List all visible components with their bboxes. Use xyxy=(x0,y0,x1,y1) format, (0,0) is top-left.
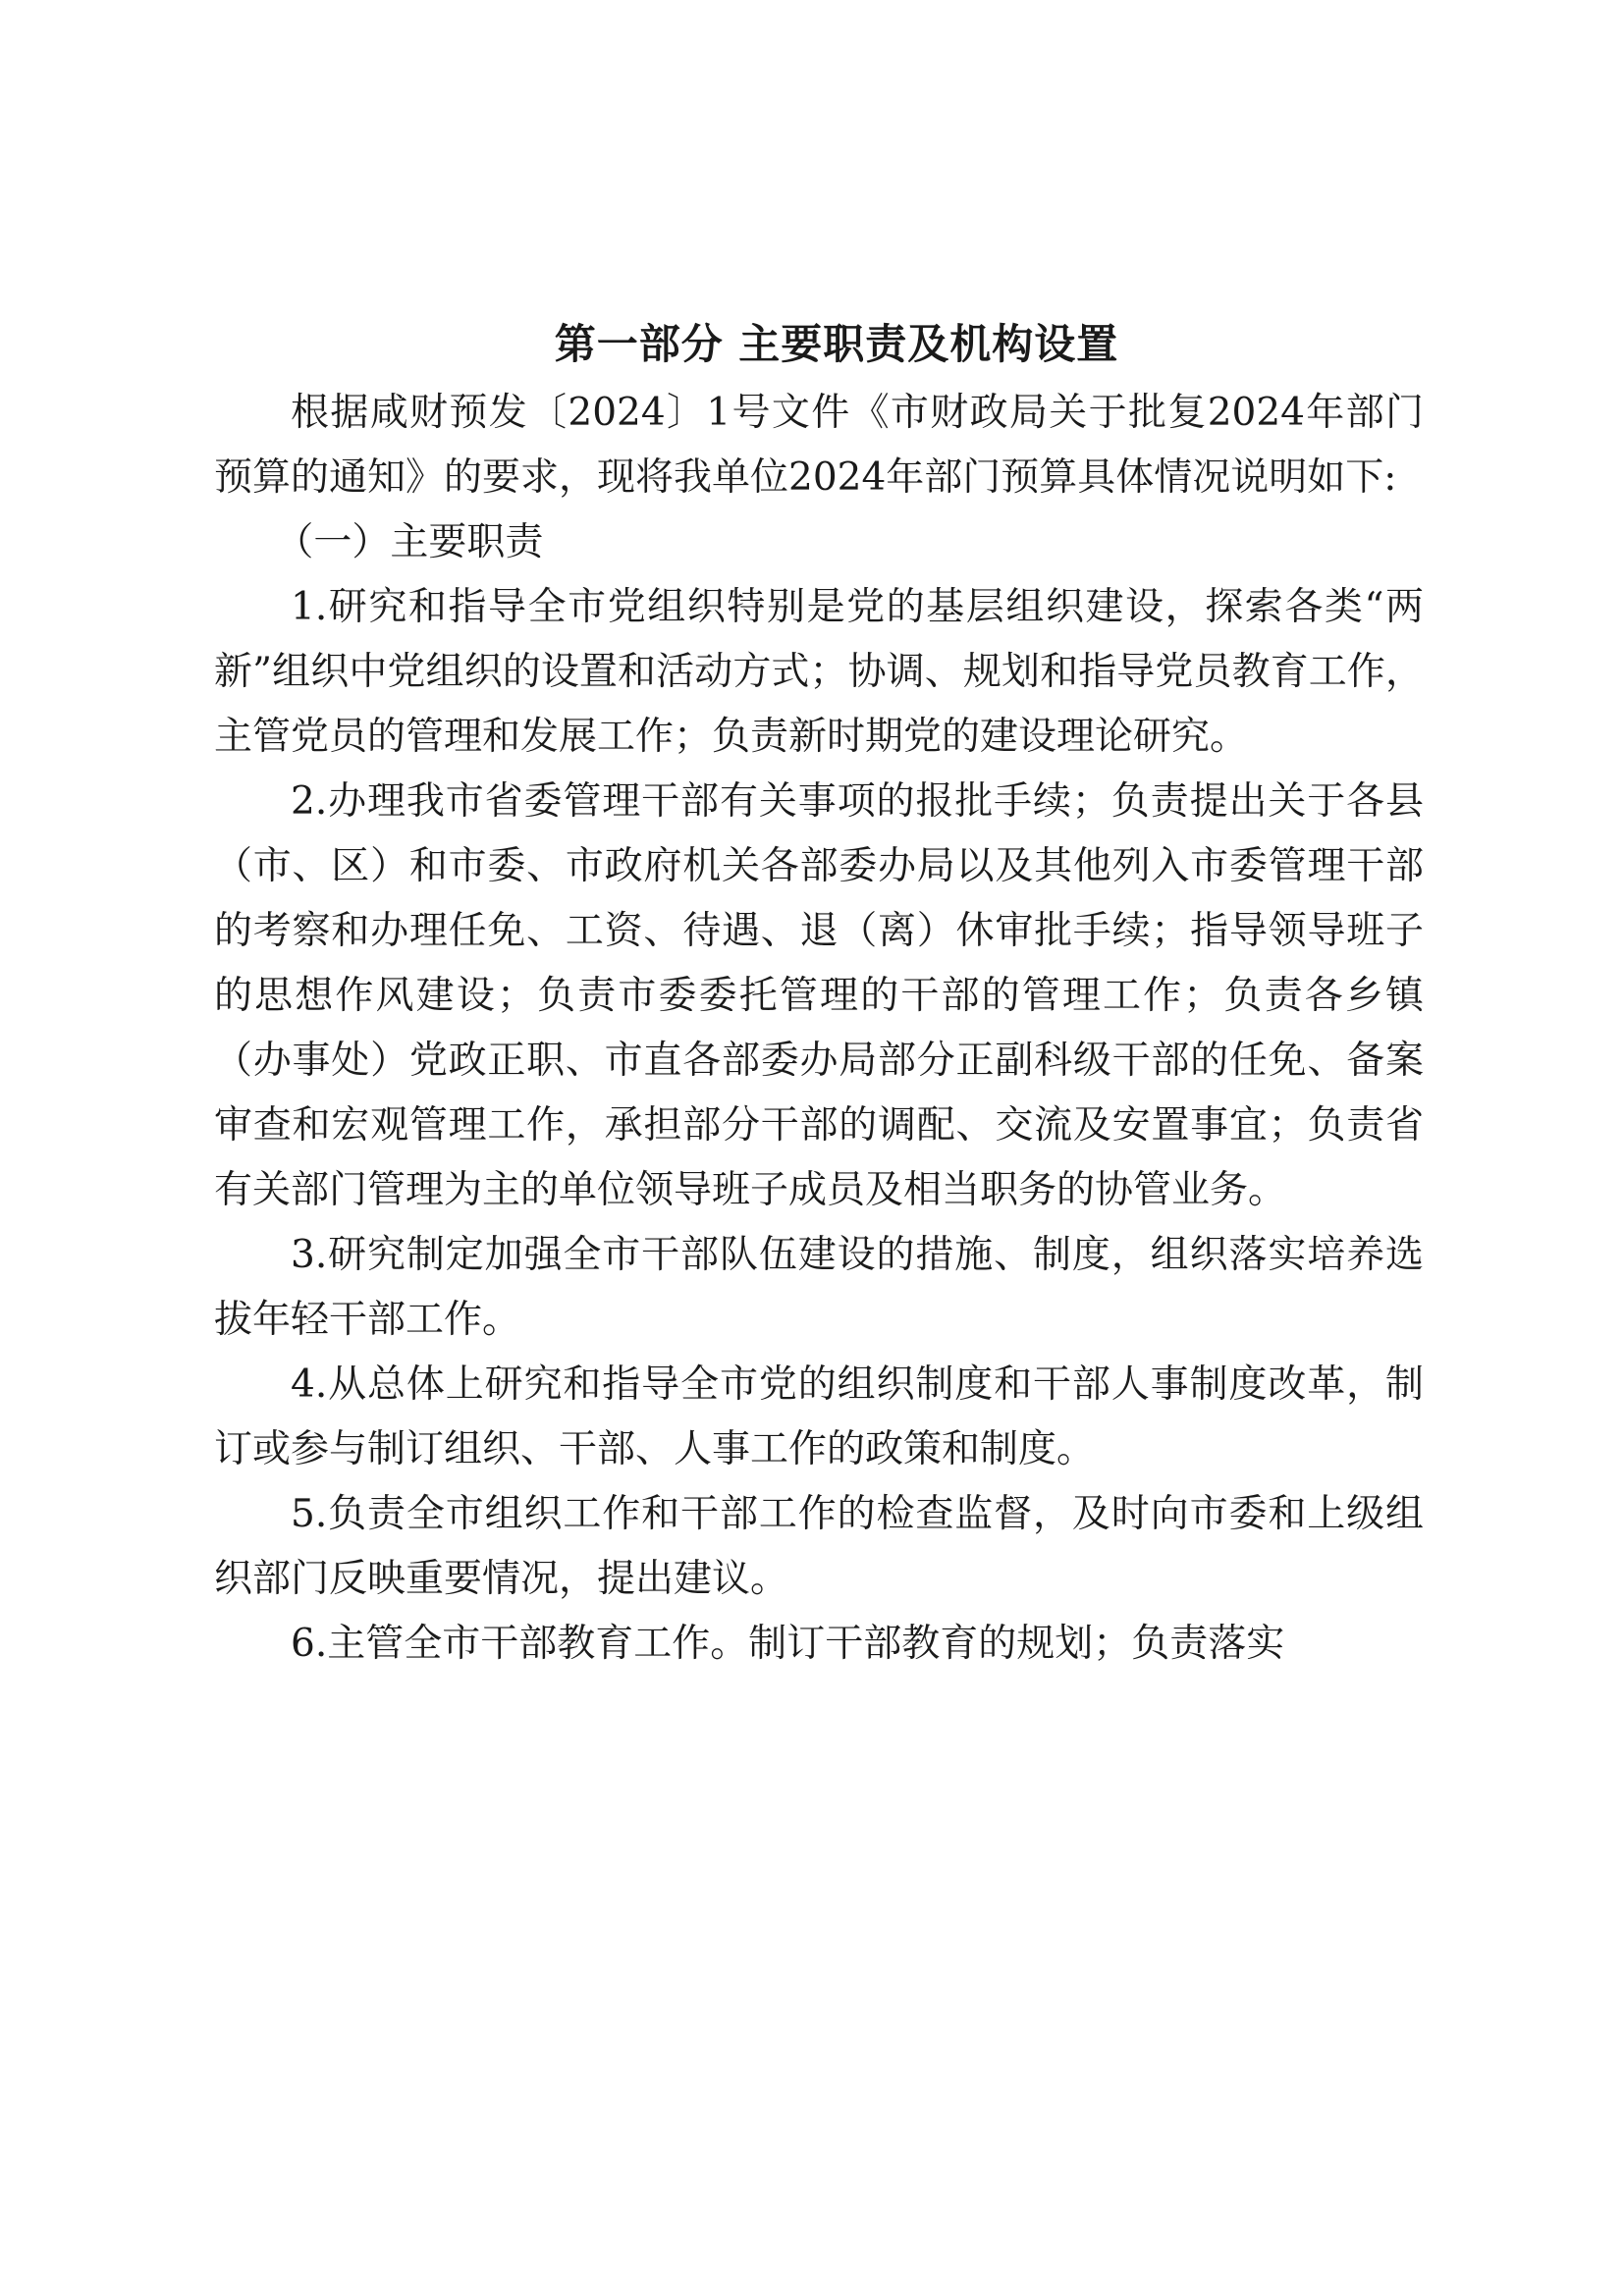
section-heading: （一）主要职责 xyxy=(275,520,544,564)
duty-item-1: 1.研究和指导全市党组织特别是党的基层组织建设，探索各类“两新”组织中党组织的设置和活动方式；协调、规划和指导党员教育工作，主管党员的管理和发展工作；负责新时期党的建设理论研究。 xyxy=(214,585,1424,759)
duty-item-6: 6.主管全市干部教育工作。制订干部教育的规划；负责落实 xyxy=(291,1622,1285,1666)
intro-paragraph: 根据咸财预发〔2024〕1号文件《市财政局关于批复2024年部门预算的通知》的要求，现将我单位2024年部门预算具体情况说明如下: xyxy=(214,391,1424,500)
duty-item-4: 4.从总体上研究和指导全市党的组织制度和干部人事制度改革，制订或参与制订组织、干部、人事工作的政策和制度。 xyxy=(214,1362,1424,1471)
duty-item-3: 3.研究制定加强全市干部队伍建设的措施、制度，组织落实培养选拔年轻干部工作。 xyxy=(214,1233,1424,1342)
page-title: 第一部分 主要职责及机构设置 xyxy=(554,320,1119,368)
duty-item-2: 2.办理我市省委管理干部有关事项的报批手续；负责提出关于各县（市、区）和市委、市政府机关各部委办局以及其他列入市委管理干部的考察和办理任免、工资、待遇、退（离）休审批手续；指导领导班子的思想作风建设；负责市委委托管理的干部的管理工作；负责各乡镇（办事处）党政正职、市直各部委办局部分正副科级干部的任免、备案审查和宏观管理工作，承担部分干部的调配、交流及安置事宜；负责省有关部门管理为主的单位领导班子成员及相当职务的协管业务。 xyxy=(214,779,1424,1212)
duty-item-5: 5.负责全市组织工作和干部工作的检查监督，及时向市委和上级组织部门反映重要情况，提出建议。 xyxy=(214,1492,1424,1601)
document-body xyxy=(214,381,1424,1677)
